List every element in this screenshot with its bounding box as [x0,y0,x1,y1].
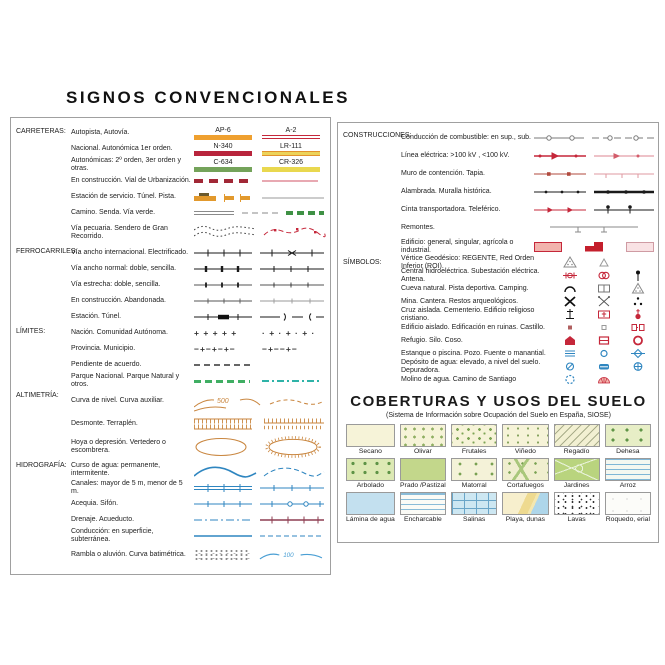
olivar-swatch [400,424,446,447]
ground-tank-icon [588,360,620,373]
general-building-icon [534,242,562,252]
category-construcciones: CONSTRUCCIONES: [343,132,412,139]
international-gauge-rail-symbol [194,248,326,258]
row-label: Edificio aislado. Edificación en ruinas. Castillo. [401,323,545,331]
category-carreteras: CARRETERAS: [16,128,66,135]
park-dash-line [194,380,250,383]
swatch-label: Lavas [567,516,586,523]
row-label: Remontes. [401,224,435,231]
road-code: CR-326 [278,158,304,166]
lavas-swatch [554,492,600,515]
road-code: A-2 [285,127,297,134]
land-cover-cell [346,424,395,455]
row-label: Mina. Cantera. Restos arqueológicos. [401,297,519,305]
land-cover-cell [554,458,600,489]
national-park-symbol [194,380,326,383]
row-label: Central hidroeléctrica. Subestación eléctrica. Antena. [401,267,540,283]
boundary-glyph: + + + + + [194,327,238,338]
treatment-plant-icon [622,360,654,373]
swatch-label: Regadío [563,448,590,455]
fence-wall-symbol [534,186,654,198]
bathymetric-depth-label: 100 [283,551,294,559]
watermill-santiago-icons [554,373,654,386]
station-tunnel-symbol [194,312,326,322]
dual-carriageway-bar [262,135,320,139]
watermill-icon [554,373,586,386]
row-label: Canales: mayor de 5 m, menor de 5 m. [71,480,183,495]
cave-sports-camping-icons [554,282,654,295]
swatch-label: Arbolado [356,482,384,489]
cutting-embankment-symbol [194,416,326,432]
swatch-label: Dehesa [616,448,640,455]
roquedo-swatch [605,492,651,515]
singular-building-icon [585,242,603,252]
swatch-label: Playa, dunas [505,516,546,523]
path-greenway-symbol [194,208,326,218]
category-limites: LÍMITES: [16,328,46,335]
page-title: SIGNOS CONVENCIONALES [66,88,350,107]
row-label: Drenaje. Acueducto. [71,516,135,523]
arroz-swatch [605,458,651,481]
archaeological-remains-icon [622,295,654,308]
land-cover-cell [400,492,446,523]
conveyor-cablecar-symbol [534,204,654,216]
swatch-label: Prado /Pastizal [400,482,446,489]
natural-park-line [262,380,320,383]
secano-swatch [346,424,395,447]
sports-field-icon [588,282,620,295]
christian-building-icon [622,308,654,321]
swatch-label: Jardines [563,482,590,489]
irrigation-ditch-siphon-symbol [194,499,326,509]
mine-quarry-ruins-icons [554,295,654,308]
row-label: Cruz aislada. Cementerio. Edificio religioso cristiano. [401,306,535,322]
land-cover-grid [343,419,654,523]
row-label: Provincia. Municipio. [71,345,136,352]
boundary-glyph: −+−−+− [262,343,298,354]
alluvial-wash-pattern [194,549,250,561]
regadio-swatch [554,424,600,447]
row-label: Hoya o depresión. Vertedero o escombrera. [71,438,166,454]
jardines-swatch [554,458,600,481]
vinedo-swatch [502,424,548,447]
water-tank-treatment-icons [554,360,654,373]
bullring-icon [622,334,654,347]
land-cover-cell [554,424,600,455]
swatch-label: Encharcable [403,516,442,523]
camping-icon [622,282,654,295]
swatch-label: Cortafuegos [506,482,544,489]
row-label: Nación. Comunidad Autónoma. [71,329,168,336]
row-label: Vía ancho internacional. Electrificado. [71,249,189,256]
row-label: Refugio. Silo. Coso. [401,336,463,344]
national-boundary-symbol [194,329,326,338]
road-code: C-634 [213,158,233,166]
row-label: Línea eléctrica: >100 kV , <100 kV. [401,152,510,159]
drove-road-gr-trail-symbol [194,223,326,243]
cortafuegos-swatch [502,458,548,481]
regente-vertex-icon [554,256,586,269]
signs-panel-right [337,122,659,543]
refuge-icon [554,334,586,347]
row-label: En construcción. Abandonada. [71,297,166,304]
row-label: Cinta transportadora. Teleférico. [401,206,501,213]
mine-icon [554,295,586,308]
silo-icon [588,334,620,347]
row-label: Vía ancho normal: doble, sencilla. [71,265,177,272]
isolated-cross-icon [554,308,586,321]
ruins-icon [588,321,620,334]
regional-first-order-bar [262,151,320,156]
power-line-symbol [534,150,654,162]
cemetery-icon [588,308,620,321]
swatch-label: Secano [358,448,382,455]
row-label: Muro de contención. Tapia. [401,170,485,177]
depression-dump-symbol [194,436,326,458]
building-symbols [534,242,654,252]
second-order-bar [194,167,252,172]
pond-well-spring-icons [554,347,654,360]
pending-agreement-symbol [194,364,326,366]
boundary-glyph: · + · + · + · [262,327,316,338]
row-label: Autonómicas: 2º orden, 3er orden y otras. [71,157,181,172]
land-cover-cell [400,458,446,489]
land-cover-cell [451,458,497,489]
normal-gauge-rail-symbol [194,264,326,274]
cave-icon [554,282,586,295]
swatch-label: Frutales [461,448,487,455]
signs-panel-left [10,117,331,575]
motorway-symbol [194,127,326,140]
drainage-aqueduct-symbol [194,515,326,525]
canal-symbol [194,483,326,493]
row-label: Vía estrecha: doble, sencilla. [71,281,161,288]
antenna-icon [622,269,654,282]
row-label: Rambla o aluvión. Curva batimétrica. [71,551,186,558]
substation-icon [588,269,620,282]
row-label: Camino. Senda. Vía verde. [71,209,156,216]
spring-icon [622,347,654,360]
row-label: En construcción. Vial de Urbanización. [71,177,191,184]
roi-vertex-icon [588,256,620,269]
elevated-tank-icon [554,360,586,373]
row-label: Curva de nivel. Curva auxiliar. [71,397,164,404]
watercourse-symbol [194,461,326,479]
land-cover-cell [346,458,395,489]
ski-lift-symbol [534,223,654,234]
isolated-building-icon [554,321,586,334]
quarry-icon [588,295,620,308]
retaining-wall-symbol [534,168,654,180]
row-label: Cueva natural. Pista deportiva. Camping. [401,284,529,292]
road-code: N-340 [213,142,233,150]
playa-swatch [502,492,548,515]
province-boundary-symbol [194,345,326,354]
camino-santiago-shell-icon [588,373,620,386]
geodetic-vertex-icons [554,256,654,269]
rail-construction-abandoned-symbol [194,296,326,306]
land-cover-cell [554,492,600,523]
road-under-construction-symbol [194,179,326,183]
land-cover-cell [451,492,497,523]
land-cover-cell [502,492,548,523]
category-simbolos: SÍMBOLOS: [343,259,382,266]
row-label: Alambrada. Muralla histórica. [401,188,492,195]
land-cover-cell [502,424,548,455]
row-label: Curso de agua: permanente, intermitente. [71,461,161,477]
land-cover-cell [451,424,497,455]
castle-icon [622,321,654,334]
contour-elevation-label: 500 [217,398,229,405]
land-cover-cell [605,492,651,523]
category-hidrografia: HIDROGRAFÍA: [16,462,67,469]
third-order-bar [262,167,320,172]
row-label: Nacional. Autonómica 1er orden. [71,145,173,152]
national-road-symbol [194,143,326,156]
power-facility-icons [554,269,654,282]
swatch-label: Matorral [461,482,487,489]
row-label: Pendiente de acuerdo. [71,361,142,368]
matorral-swatch [451,458,497,481]
row-label: Molino de agua. Camino de Santiago [401,375,517,383]
construction-dash-line [194,179,250,183]
agricultural-building-icon [626,242,654,252]
narrow-gauge-rail-symbol [194,280,326,290]
pond-icon [554,347,586,360]
road-code: AP-6 [215,126,231,134]
land-cover-cell [605,424,651,455]
swatch-label: Olivar [414,448,432,455]
row-label: Estanque o piscina. Pozo. Fuente o manantial. [401,349,546,357]
refuge-silo-bullring-icons [554,334,654,347]
row-label: Edificio: general, singular, agrícola o industrial. [401,238,514,254]
coberturas-title: COBERTURAS Y USOS DEL SUELO [350,393,647,410]
row-label: Conducción de combustible: en sup., sub. [401,134,531,141]
well-icon [588,347,620,360]
cross-cemetery-church-icons [554,308,654,321]
row-label: Acequia. Sifón. [71,500,119,507]
prado-swatch [400,458,446,481]
fuel-pipeline-symbol [534,132,654,144]
dehesa-swatch [605,424,651,447]
frutales-swatch [451,424,497,447]
row-label: Depósito de agua: elevado, a nivel del suelo. Depuradora. [401,358,541,374]
land-cover-cell [346,492,395,523]
swatch-label: Roquedo, erial [605,516,650,523]
isolated-ruins-castle-icons [554,321,654,334]
row-label: Parque Nacional. Parque Natural y otros. [71,373,180,388]
service-station-tunnel-track-symbol [194,191,326,203]
row-label: Conducción: en superficie, subterránea. [71,528,154,543]
category-ferrocarriles: FERROCARRILES: [16,248,78,255]
lamina-swatch [346,492,395,515]
row-label: Autopista, Autovía. [71,129,130,136]
land-cover-cell [502,458,548,489]
regional-road-symbol [194,159,326,172]
row-label: Estación. Túnel. [71,313,122,320]
row-label: Vía pecuaria. Sendero de Gran Recorrido. [71,225,168,240]
coberturas-subtitle: (Sistema de Información sobre Ocupación del Suelo en España, SIOSE) [386,412,611,419]
row-label: Desmonte. Terraplén. [71,419,138,427]
urbanization-line [262,180,318,182]
contour-line-symbol [194,390,326,412]
road-code: LR-111 [280,142,302,150]
land-cover-cell [400,424,446,455]
salinas-swatch [451,492,497,515]
land-cover-cell [605,458,651,489]
swatch-label: Arroz [619,482,636,489]
wash-bathymetric-symbol [194,547,326,563]
arbolado-swatch [346,458,395,481]
row-label: Vértice Geodésico: REGENTE, Red Orden Inferior (ROI). [401,254,535,270]
water-conduit-symbol [194,532,326,540]
encharcable-swatch [400,492,446,515]
national-road-bar [194,151,252,156]
hydro-plant-icon [554,269,586,282]
swatch-label: Viñedo [514,448,536,455]
motorway-bar [194,135,252,140]
row-label: Estación de servicio. Túnel. Pista. [71,193,176,200]
category-altimetria: ALTIMETRÍA: [16,392,59,399]
boundary-glyph: −+−+−+− [194,343,236,354]
swatch-label: Salinas [462,516,486,523]
swatch-label: Lámina de agua [346,516,395,523]
